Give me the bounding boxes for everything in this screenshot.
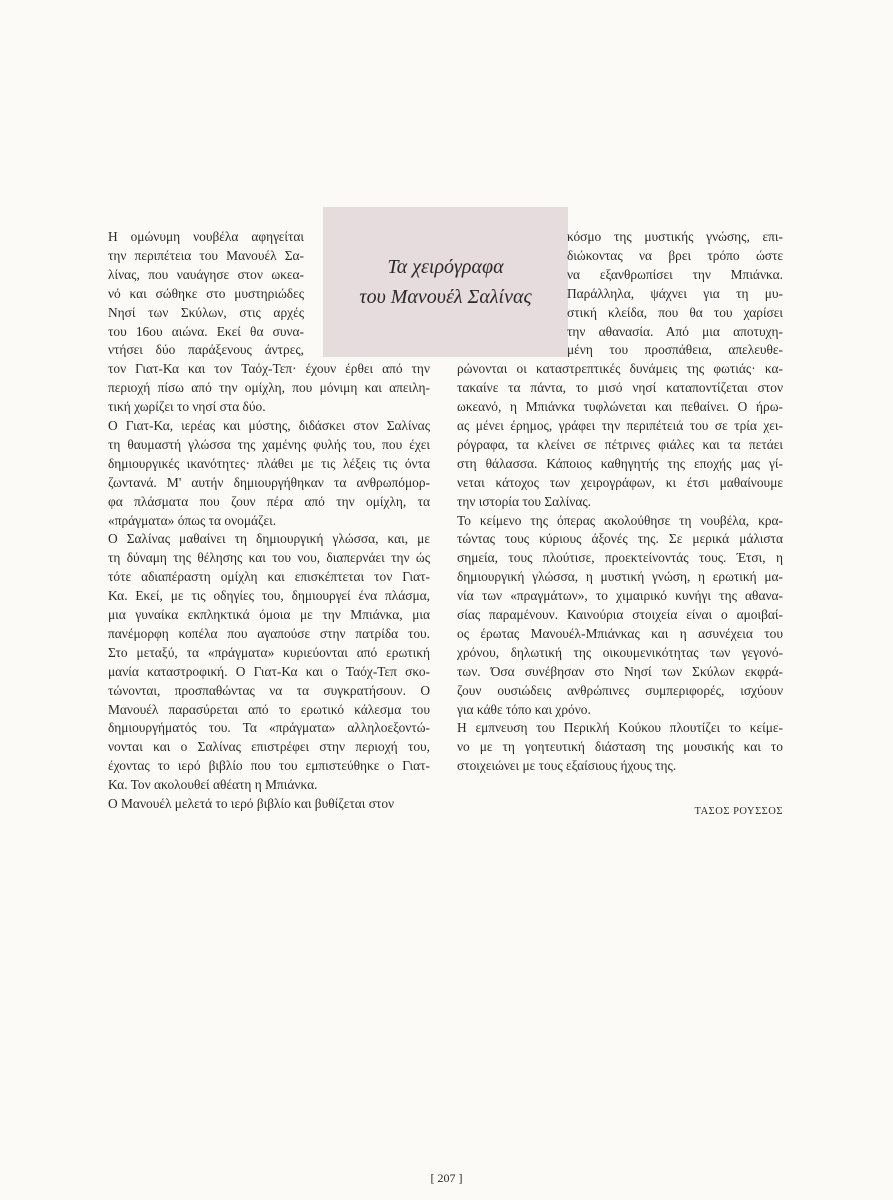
text-line: σίας παραμένουν. Καινούρια στοιχεία είναι ο αμοιβαί- [457,607,783,622]
text-line: τική χωρίζει το νησί στα δύο. [108,399,266,415]
text-line: για κάθε τόπο και χρόνο. [457,701,591,717]
text-line: ντήσει δύο παράξενους άντρες, [108,342,304,358]
text-line: Παράλληλα, ψάχνει για τη μυ- [567,285,783,301]
text-line: ζουν ουσιώδεις ανθρώπινες συμπεριφορές, ισχύουν [457,682,783,698]
text-line: διώκοντας να βρει τρόπο ώστε [567,247,783,263]
text-line: μανία καταστροφική. Ο Γιατ-Κα και ο Ταόχ-Τεπ σκο- [108,663,430,679]
text-line: τη δύναμη της θέλησης και του νου, διαπερνάει την ώς [108,550,430,566]
text-line: ωκεανό, η Μπιάνκα τυφλώνεται και πεθαίνει. Ο ήρω- [457,399,783,415]
text-line: νό και σώθηκε στο μυστηριώδες [108,285,304,301]
text-line: των. Όσα συνέβησαν στο Νησί των Σκύλων εκφρά- [457,663,783,679]
text-line: στοιχειώνει με τους εξαίσιους ήχους της. [457,758,677,774]
left-text-column [108,228,430,828]
text-line: έχοντας το ιερό βιβλίο που του εμπιστεύθηκε ο Γιατ- [108,758,430,774]
text-line: «πράγματα» όπως τα ονομάζει. [108,512,277,528]
text-line: νεται κάτοχος των χειρογράφων, κι έτσι μαθαίνουμε [457,474,783,490]
text-line: την περιπέτεια του Μανουέλ Σα- [108,247,304,263]
text-line: Η εμπνευση του Περικλή Κούκου πλουτίζει το κείμε- [457,720,783,736]
text-line: την ιστορία του Σαλίνας. [457,493,592,509]
text-line: Κα. Τον ακολουθεί αθέατη η Μπιάνκα. [108,777,318,793]
text-line: φα πλάσματα που ζουν πέρα από την ομίχλη, τα [108,493,430,509]
text-line: Ο Σαλίνας μαθαίνει τη δημιουργική γλώσσα, και, με [108,531,430,547]
text-line: περιοχή πίσω από την ομίχλη, που μόνιμη και απειλη- [108,380,430,396]
text-line: στική κλείδα, που θα του χαρίσει [567,304,783,320]
page-number: [ 207 ] [430,1171,463,1185]
text-line: ζωντανά. Μ' αυτήν δημιουργήθηκαν τα ανθρωπόμορ- [108,474,430,490]
text-line: στη θάλασσα. Κάποιος καθηγητής της εποχής μας γί- [457,455,783,471]
text-line: τώνονται, προσπαθώντας να τα συγκρατήσουν. Ο [108,682,430,698]
text-line: πανέμορφη κοπέλα που αγαπούσε στην πατρίδα του. [108,625,430,641]
text-line: μένη του προσπάθεια, απελευθε- [567,342,783,358]
text-line: Ο Μανουέλ μελετά το ιερό βιβλίο και βυθίζεται στον [108,796,395,811]
right-text-column [457,228,783,788]
article-title-line-1: Τα χειρόγραφα [387,256,504,278]
text-line: Η ομώνυμη νουβέλα αφηγείται [108,229,304,244]
text-line: Το κείμενο της όπερας ακολούθησε τη νουβέλα, κρα- [457,512,783,528]
text-line: Κα. Εκεί, με τις οδηγίες του, δημιουργεί ένα πλάσμα, [108,588,430,604]
text-line: ος έρωτας Μανουέλ-Μπιάνκας και η ασυνέχεια του [457,625,783,641]
text-line: τώντας τους κύριους άξονές της. Σε μερικά μάλιστα [457,531,783,547]
text-line: σημεία, τους πλούτισε, προεκτείνοντάς τους. Έτσι, η [457,550,783,566]
text-line: δημιουργικές ικανότητες· πλάθει με τις λέξεις τις όντα [108,455,430,471]
text-line: μια γυναίκα εκπληκτικά όμοια με την Μπιάνκα, μια [108,607,430,622]
text-line: Στο μεταξύ, τα «πράγματα» κυριεύονται από ερωτική [108,644,430,660]
text-line: Μανουέλ παρασύρεται από το ερωτικό κάλεσμα του [108,701,430,717]
text-line: νία των «πραγμάτων», το χιμαιρικό κυνήγι της αθανα- [457,588,783,604]
text-line: ρόγραφα, τα κλείνει σε πέτρινες φιάλες και τα πετάει [457,436,783,452]
text-line: να εξανθρωπίσει την Μπιάνκα. [567,266,783,282]
text-line: την αθανασία. Από μια αποτυχη- [567,323,783,339]
text-line: δημιουργική γλώσσα, η μυστική γνώση, η ερωτική μα- [457,569,783,585]
text-line: τότε αδιαπέραστη ομίχλη και επισκέπτεται τον Γιατ- [108,569,430,585]
text-line: ρώνονται οι καταστρεπτικές δυνάμεις της φωτιάς· κα- [457,361,783,377]
text-line: του 16ου αιώνα. Εκεί θα συνα- [108,323,304,339]
text-line: δημιουργήματός του. Τα «πράγματα» αλληλοεξοντώ- [108,720,430,736]
text-line: Ο Γιατ-Κα, ιερέας και μύστης, διδάσκει στον Σαλίνας [108,418,430,433]
author-signature: ΤΑΣΟΣ ΡΟΥΣΣΟΣ [694,806,783,817]
text-line: λίνας, που ναυάγησε στον ωκεα- [108,266,304,282]
text-line: τον Γιατ-Κα και τον Ταόχ-Τεπ· έχουν έρθει από την [108,361,430,377]
article-title-line-2: του Μανουέλ Σαλίνας [359,286,532,308]
text-line: νονται και ο Σαλίνας επιστρέφει στην περιοχή του, [108,739,430,755]
text-line: χρόνου, δηλωτική της οικουμενικότητας των γεγονό- [457,644,783,660]
text-line: Νησί των Σκύλων, στις αρχές [108,304,304,320]
text-line: ας μένει έρημος, γράφει την περιπέτειά του σε τρία χει- [457,418,783,433]
text-line: νο με τη γοητευτική διάσταση της μουσικής και το [457,739,783,755]
text-line: τακαίνε τα πάντα, το μισό νησί καταποντίζεται στον [457,380,783,396]
text-line: κόσμο της μυστικής γνώσης, επι- [567,229,783,244]
text-line: τη θαυμαστή γλώσσα της χαμένης φυλής του, που έχει [108,436,430,452]
